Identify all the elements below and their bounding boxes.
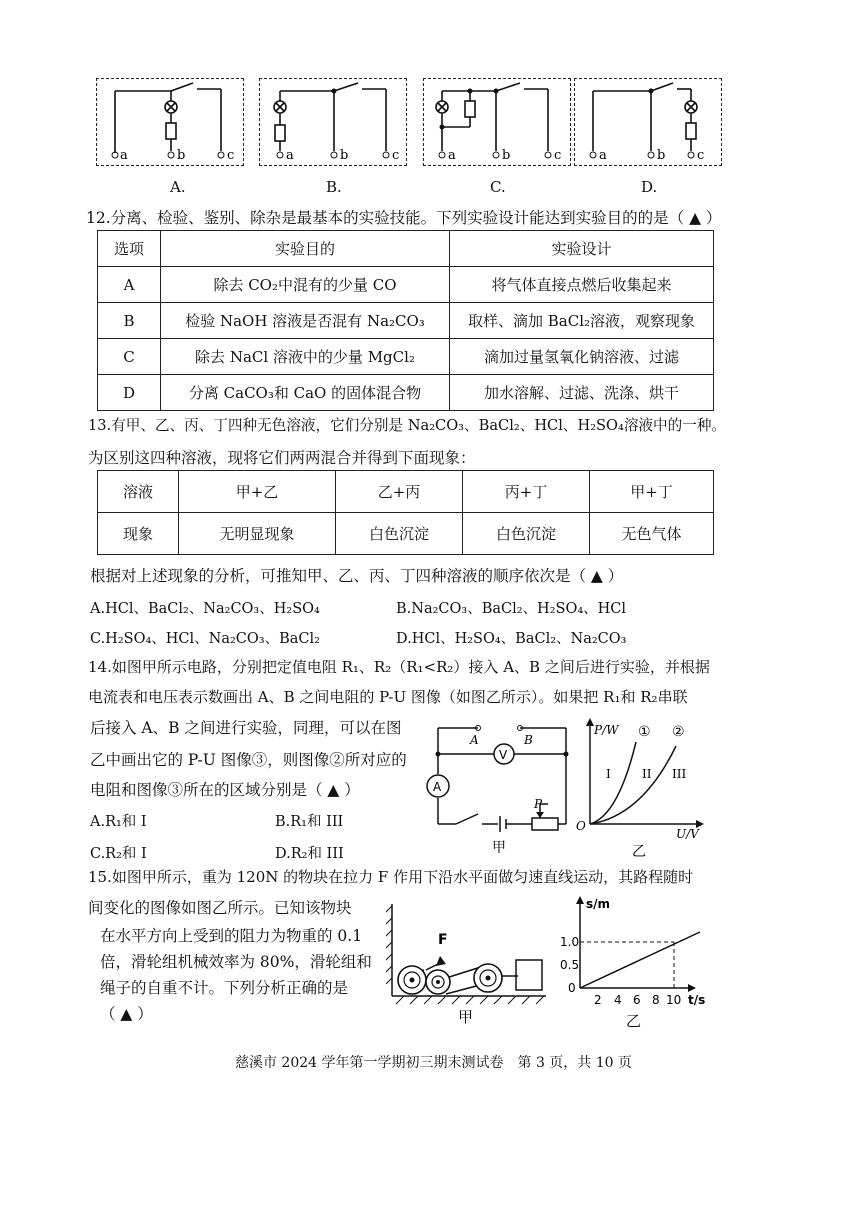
- ammeter-icon: A: [433, 780, 442, 794]
- q12-header-cell: 实验设计: [450, 231, 714, 267]
- q13-choice-a: A.HCl、BaCl₂、Na₂CO₃、H₂SO₄: [90, 601, 320, 617]
- q14-choice-a: A.R₁和 I: [90, 814, 147, 830]
- q12-cell: 检验 NaOH 溶液是否混有 Na₂CO₃: [161, 303, 450, 339]
- svg-text:a: a: [599, 148, 607, 163]
- circuit-diagram-d: [575, 79, 721, 165]
- q12-stem: 12.分离、检验、鉴别、除杂是最基本的实验技能。下列实验设计能达到实验目的的是（ ▲ ）: [86, 209, 722, 227]
- q13-cell: 无明显现象: [179, 513, 336, 555]
- q13-cell: 无色气体: [590, 513, 714, 555]
- q14-graph-xlabel: U/V: [676, 827, 699, 841]
- voltmeter-icon: V: [499, 748, 508, 762]
- q15-graph-ylabel: s/m: [586, 897, 611, 911]
- q12-cell: 加水溶解、过滤、洗涤、烘干: [450, 375, 714, 411]
- svg-text:b: b: [657, 148, 666, 163]
- q14-choice-b: B.R₁和 III: [275, 814, 344, 830]
- option-label-c: C.: [490, 178, 506, 196]
- svg-text:c: c: [697, 148, 705, 163]
- q14-label-b: B: [524, 733, 533, 747]
- q13-stem-line1: 13.有甲、乙、丙、丁四种无色溶液，它们分别是 Na₂CO₃、BaCl₂、HCl、H₂SO₄溶液中的一种。: [88, 417, 727, 434]
- q14-pu-graph-yi: [572, 716, 712, 860]
- circuit-diagram-c: [424, 79, 570, 165]
- q15-fig-jia-caption: 甲: [458, 1008, 474, 1026]
- svg-text:c: c: [392, 148, 400, 163]
- q13-question: 根据对上述现象的分析，可推知甲、乙、丙、丁四种溶液的顺序依次是（ ▲ ）: [90, 567, 624, 585]
- q14-graph-curve2: ②: [672, 724, 685, 740]
- table-row: [98, 375, 714, 411]
- svg-text:a: a: [120, 148, 128, 163]
- q14-graph-region2: II: [642, 767, 652, 781]
- q14-fig-yi-caption: 乙: [632, 844, 646, 860]
- q13-cell: 甲+丁: [590, 471, 714, 513]
- q15-graph-ytick: 0: [568, 981, 576, 995]
- circuit-option-c: [423, 78, 571, 166]
- q12-header-cell: 实验目的: [161, 231, 450, 267]
- option-label-b: B.: [326, 178, 342, 196]
- svg-text:b: b: [177, 148, 186, 163]
- q14-line2: 电流表和电压表示数画出 A、B 之间电阻的 P-U 图像（如图乙所示）。如果把 R₁和 R₂串联: [88, 688, 688, 706]
- q12-cell: 将气体直接点燃后收集起来: [450, 267, 714, 303]
- q13-cell: 甲+乙: [179, 471, 336, 513]
- q12-cell: 除去 CO₂中混有的少量 CO: [161, 267, 450, 303]
- q14-fig-jia-caption: 甲: [492, 840, 506, 856]
- q12-cell: C: [98, 339, 161, 375]
- q12-cell: 分离 CaCO₃和 CaO 的固体混合物: [161, 375, 450, 411]
- q12-cell: D: [98, 375, 161, 411]
- q14-circuit-figure-jia: [420, 716, 580, 856]
- q14-graph-ylabel: P/W: [594, 723, 619, 737]
- q13-cell: 乙+丙: [336, 471, 463, 513]
- table-row: [98, 267, 714, 303]
- q13-choice-c: C.H₂SO₄、HCl、Na₂CO₃、BaCl₂: [90, 631, 320, 647]
- circuit-option-a: [96, 78, 244, 166]
- q12-cell: 滴加过量氢氧化钠溶液、过滤: [450, 339, 714, 375]
- q15-pulley-figure-jia: [386, 898, 556, 1028]
- q15-force-label: F: [438, 932, 448, 948]
- svg-text:c: c: [227, 148, 235, 163]
- q12-cell: B: [98, 303, 161, 339]
- q14-choice-c: C.R₂和 I: [90, 846, 147, 862]
- option-label-d: D.: [641, 178, 658, 196]
- q13-cell: 溶液: [98, 471, 179, 513]
- q14-line3: 后接入 A、B 之间进行实验，同理，可以在图: [90, 719, 402, 737]
- circuit-diagram-b: [260, 79, 406, 165]
- q15-graph-xtick: 2: [594, 993, 602, 1007]
- q12-header-row: [98, 231, 714, 267]
- q15-graph-xtick: 4: [614, 993, 622, 1007]
- q12-header-cell: 选项: [98, 231, 161, 267]
- q15-line2: 间变化的图像如图乙所示。已知该物块: [88, 899, 352, 917]
- circuit-diagram-a: [97, 79, 243, 165]
- page-footer: 慈溪市 2024 学年第一学期初三期末测试卷 第 3 页，共 10 页: [234, 1055, 633, 1071]
- table-row: [98, 339, 714, 375]
- q13-cell: 白色沉淀: [463, 513, 590, 555]
- q15-st-graph-yi: [556, 892, 716, 1042]
- option-label-a: A.: [170, 178, 186, 196]
- svg-text:b: b: [340, 148, 349, 163]
- q15-fig-yi-caption: 乙: [626, 1012, 642, 1030]
- q13-stem-line2: 为区别这四种溶液，现将它们两两混合并得到下面现象：: [88, 449, 476, 467]
- svg-text:a: a: [448, 148, 456, 163]
- q15-graph-xtick: 6: [633, 993, 641, 1007]
- q15-line5: 绳子的自重不计。下列分析正确的是: [100, 979, 349, 997]
- q15-graph-ytick: 0.5: [560, 958, 580, 972]
- q15-graph-xtick: 10: [666, 993, 682, 1007]
- q12-cell: 除去 NaCl 溶液中的少量 MgCl₂: [161, 339, 450, 375]
- q14-label-p: P: [534, 797, 543, 811]
- table-row: [98, 513, 714, 555]
- table-row: [98, 471, 714, 513]
- svg-text:c: c: [554, 148, 562, 163]
- q13-choice-b: B.Na₂CO₃、BaCl₂、H₂SO₄、HCl: [396, 601, 627, 617]
- circuit-option-d: [574, 78, 722, 166]
- q14-graph-region1: I: [606, 767, 611, 781]
- circuit-option-b: [259, 78, 407, 166]
- q13-table: [97, 470, 714, 555]
- q15-graph-ytick: 1.0: [560, 935, 580, 949]
- q14-graph-origin: O: [576, 819, 586, 833]
- table-row: [98, 303, 714, 339]
- q14-graph-region3: III: [672, 767, 687, 781]
- svg-text:b: b: [502, 148, 511, 163]
- q14-line1: 14.如图甲所示电路，分别把定值电阻 R₁、R₂（R₁<R₂）接入 A、B 之间后进行实验，并根据: [88, 658, 710, 676]
- q14-line4: 乙中画出它的 P-U 图像③，则图像②所对应的: [90, 751, 407, 769]
- q14-label-a: A: [470, 733, 479, 747]
- q13-choice-d: D.HCl、H₂SO₄、BaCl₂、Na₂CO₃: [396, 631, 627, 647]
- q15-graph-xtick: 8: [652, 993, 660, 1007]
- q15-graph-xlabel: t/s: [688, 993, 706, 1007]
- q15-line3: 在水平方向上受到的阻力为物重的 0.1: [100, 927, 363, 945]
- q14-choice-d: D.R₂和 III: [275, 846, 344, 862]
- svg-text:a: a: [286, 148, 294, 163]
- q12-table: [97, 230, 714, 411]
- q12-cell: 取样、滴加 BaCl₂溶液，观察现象: [450, 303, 714, 339]
- q15-line1: 15.如图甲所示，重为 120N 的物块在拉力 F 作用下沿水平面做匀速直线运动，其路程随时: [88, 868, 694, 886]
- q12-cell: A: [98, 267, 161, 303]
- q14-line5: 电阻和图像③所在的区域分别是（ ▲ ）: [90, 781, 360, 799]
- q13-cell: 丙+丁: [463, 471, 590, 513]
- q14-graph-curve1: ①: [638, 724, 651, 740]
- q13-cell: 现象: [98, 513, 179, 555]
- q15-line4: 倍，滑轮组机械效率为 80%，滑轮组和: [100, 953, 372, 971]
- q13-cell: 白色沉淀: [336, 513, 463, 555]
- q15-line6: （ ▲ ）: [100, 1005, 153, 1023]
